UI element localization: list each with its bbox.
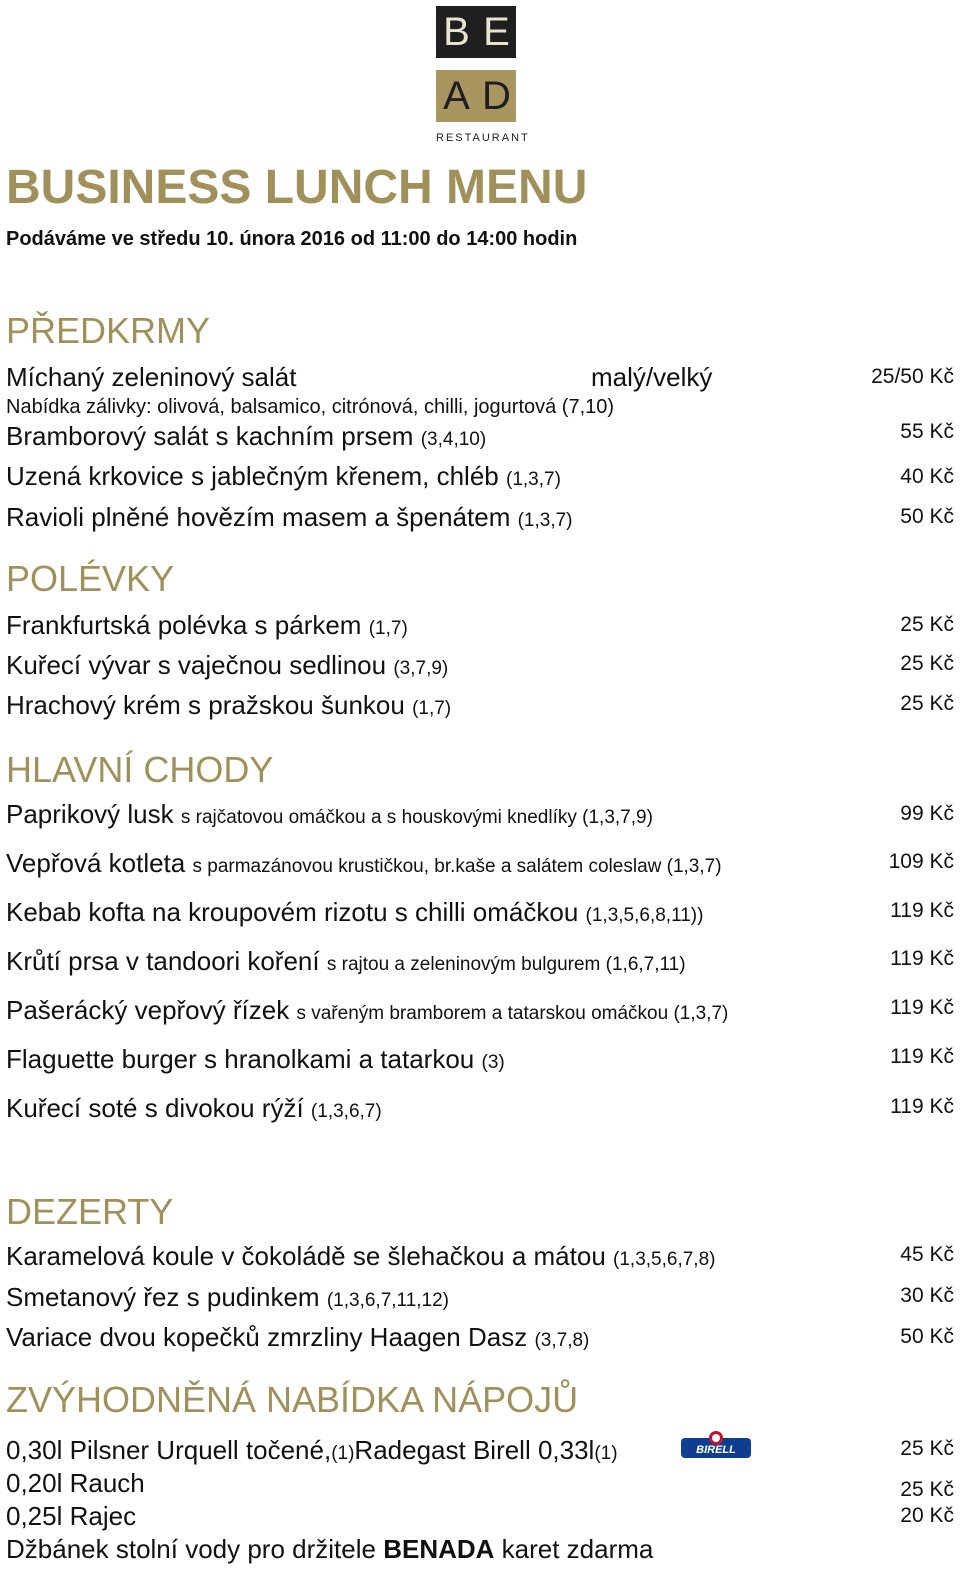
section-heading-dezerty: DEZERTY xyxy=(6,1191,174,1232)
menu-item-price: 30 Kč xyxy=(900,1284,954,1307)
logo-letter: A xyxy=(436,70,476,122)
menu-item-name: Ravioli plněné hovězím masem a špenátem xyxy=(6,502,511,532)
menu-item-name: Vepřová kotleta xyxy=(6,848,186,878)
water-text: karet zdarma xyxy=(494,1534,654,1564)
menu-item-price: 45 Kč xyxy=(900,1243,954,1266)
served-date: Podáváme ve středu 10. února 2016 od 11:00 do 14:00 hodin xyxy=(6,228,578,250)
menu-item-price: 25 Kč xyxy=(900,692,954,715)
water-text: Džbánek stolní vody pro držitele xyxy=(6,1534,384,1564)
menu-item-detail: s rajtou a zeleninovým bulgurem (1,6,7,11) xyxy=(326,954,686,975)
menu-item-price: 99 Kč xyxy=(900,802,954,825)
menu-item-price: 20 Kč xyxy=(900,1504,954,1527)
menu-item-name: Variace dvou kopečků zmrzliny Haagen Dasz xyxy=(6,1322,528,1352)
menu-item-detail: s parmazánovou krustičkou, br.kaše a salátem coleslaw (1,3,7) xyxy=(192,856,722,877)
menu-item-price: 50 Kč xyxy=(900,505,954,528)
menu-item-name: Uzená krkovice s jablečným křenem, chléb xyxy=(6,461,499,491)
logo-subtitle: RESTAURANT xyxy=(436,132,530,144)
menu-item-name: Kuřecí soté s divokou rýží xyxy=(6,1093,304,1123)
menu-item-name: Pašerácký vepřový řízek xyxy=(6,995,290,1025)
menu-item-price: 119 Kč xyxy=(890,899,954,922)
allergens: (1,7) xyxy=(368,618,408,639)
menu-item-name: Flaguette burger s hranolkami a tatarkou xyxy=(6,1044,475,1074)
menu-item-name: Hrachový krém s pražskou šunkou xyxy=(6,690,405,720)
water-offer xyxy=(6,1533,653,1565)
menu-item-name: Míchaný zeleninový salát xyxy=(6,362,297,392)
benada-logo xyxy=(436,6,530,148)
allergens: (3,7,9) xyxy=(393,658,449,679)
menu-item-price: 50 Kč xyxy=(900,1325,954,1348)
menu-item xyxy=(6,896,703,932)
menu-item xyxy=(6,945,686,981)
menu-item-price: 25 Kč xyxy=(900,1478,954,1501)
menu-item-price: 119 Kč xyxy=(890,1045,954,1068)
allergens: (1,3,6,7,11,12) xyxy=(326,1290,450,1311)
menu-item xyxy=(6,460,561,496)
menu-item xyxy=(6,1043,505,1079)
menu-item-name: Paprikový lusk xyxy=(6,799,174,829)
allergens: (1,7) xyxy=(412,698,452,719)
section-heading-napoje: ZVÝHODNĚNÁ NABÍDKA NÁPOJŮ xyxy=(6,1379,579,1420)
menu-item xyxy=(6,1281,449,1317)
section-heading-hlavni: HLAVNÍ CHODY xyxy=(6,749,274,790)
menu-item-detail: s vařeným bramborem a tatarskou omáčkou (1,3,7) xyxy=(296,1003,729,1024)
menu-item-name: Krůtí prsa v tandoori koření xyxy=(6,946,320,976)
menu-item-name: Kebab kofta na kroupovém rizotu s chilli omáčkou xyxy=(6,897,579,927)
allergens: (1) xyxy=(331,1443,355,1464)
menu-item-detail: (3) xyxy=(481,1052,505,1073)
water-brand: BENADA xyxy=(383,1534,495,1564)
birell-logo xyxy=(680,1430,752,1460)
menu-item xyxy=(6,420,486,456)
menu-item-name: Frankfurtská polévka s párkem xyxy=(6,610,362,640)
menu-item xyxy=(6,1240,715,1276)
menu-item xyxy=(6,798,653,834)
logo-letter: B xyxy=(436,6,476,58)
menu-item-price: 109 Kč xyxy=(888,850,954,873)
menu-item-price: 119 Kč xyxy=(890,996,954,1019)
section-heading-predkrmy: PŘEDKRMY xyxy=(6,310,211,351)
menu-item-detail: s rajčatovou omáčkou a s houskovými knedlíky (1,3,7,9) xyxy=(180,807,653,828)
allergens: (3,4,10) xyxy=(420,429,487,450)
menu-item xyxy=(6,994,728,1030)
menu-item-price: 40 Kč xyxy=(900,465,954,488)
menu-item xyxy=(6,1092,382,1128)
menu-item-price: 25 Kč xyxy=(900,1437,954,1460)
menu-item-price: 25/50 Kč xyxy=(871,365,954,388)
menu-item xyxy=(6,649,448,685)
drink-name: 0,20l Rauch xyxy=(6,1468,145,1498)
menu-item xyxy=(6,501,573,537)
dressing-note: Nabídka zálivky: olivová, balsamico, citrónová, chilli, jogurtová (7,10) xyxy=(6,396,615,418)
menu-item-name: Kuřecí vývar s vaječnou sedlinou xyxy=(6,650,387,680)
menu-item-price: 55 Kč xyxy=(900,420,954,443)
menu-item-name: Smetanový řez s pudinkem xyxy=(6,1282,320,1312)
menu-item xyxy=(6,609,408,645)
menu-item-name: Karamelová koule v čokoládě se šlehačkou a mátou xyxy=(6,1241,606,1271)
allergens: (1) xyxy=(594,1443,618,1464)
allergens: (1,3,5,6,7,8) xyxy=(613,1249,716,1270)
menu-item-detail: (1,3,5,6,8,11)) xyxy=(585,905,704,926)
drink-name: 0,30l Pilsner Urquell točené, xyxy=(6,1435,332,1465)
menu-item-price: 25 Kč xyxy=(900,613,954,636)
salad-size-label: malý/velký xyxy=(591,362,713,392)
menu-item-price: 119 Kč xyxy=(890,1095,954,1118)
menu-item xyxy=(6,1321,589,1357)
allergens: (1,3,7) xyxy=(517,510,573,531)
section-heading-polevky: POLÉVKY xyxy=(6,558,175,599)
menu-item xyxy=(6,689,451,725)
menu-item-price: 25 Kč xyxy=(900,652,954,675)
page-title: BUSINESS LUNCH MENU xyxy=(6,161,588,214)
logo-letter: D xyxy=(476,70,516,122)
birell-logo-text: BIRELL xyxy=(696,1444,736,1456)
allergens: (3,7,8) xyxy=(534,1330,590,1351)
logo-letter: E xyxy=(476,6,516,58)
drink-name: 0,25l Rajec xyxy=(6,1501,137,1531)
allergens: (1,3,7) xyxy=(506,469,561,490)
menu-item-name: Bramborový salát s kachním prsem xyxy=(6,421,414,451)
menu-item xyxy=(6,847,722,883)
drink-name: Radegast Birell 0,33l xyxy=(354,1435,595,1465)
drink-item xyxy=(6,1434,618,1470)
menu-item-price: 119 Kč xyxy=(890,947,954,970)
menu-item-detail: (1,3,6,7) xyxy=(310,1101,382,1122)
